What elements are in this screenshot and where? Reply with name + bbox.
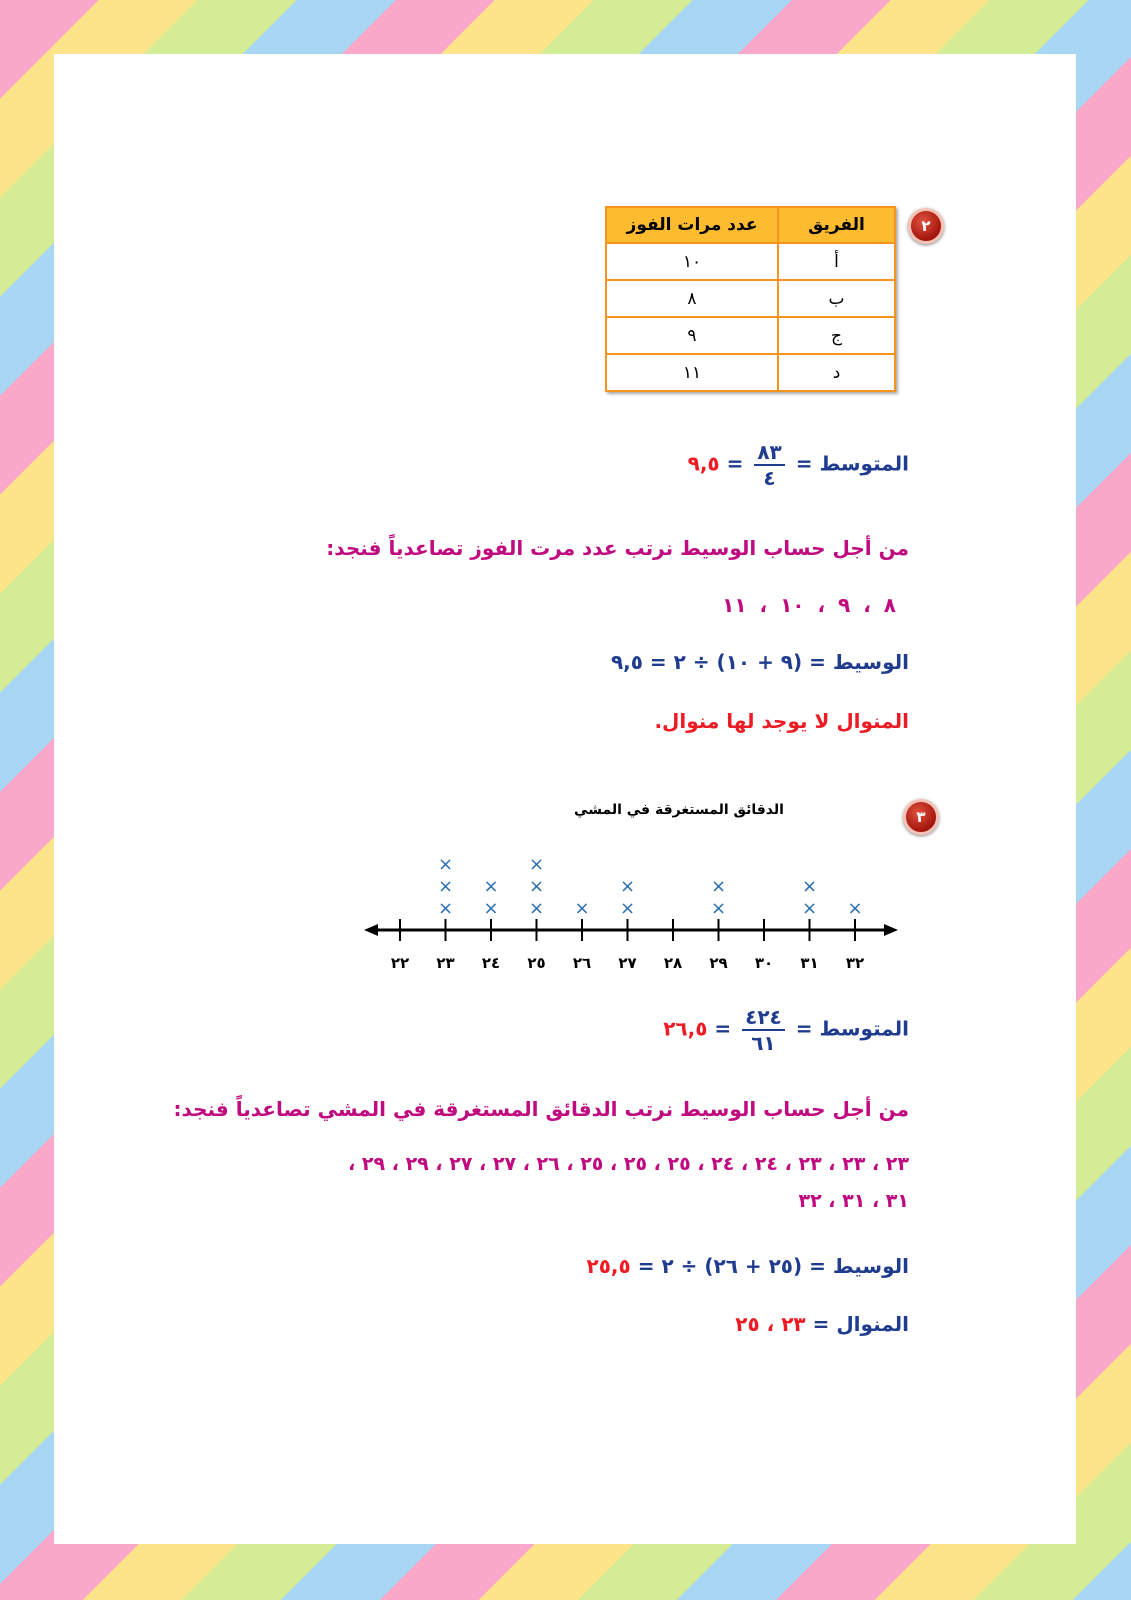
data-point-x: × [528, 876, 545, 897]
q3-sorted-values-line1: ٢٣ ، ٢٣ ، ٢٣ ، ٢٤ ، ٢٤ ، ٢٥ ، ٢٥ ، ٢٥ ، ٢٦ ، ٢٧ ، ٢٧ ، ٢٩ ، ٢٩ ، [348, 1153, 909, 1175]
q3-mean-denominator: ٦١ [751, 1031, 776, 1055]
tick-label: ٣٠ [754, 954, 774, 972]
q3-mean-fraction [742, 1005, 785, 1055]
q2-mean-line [688, 440, 909, 490]
q2-median-label: الوسيط = [809, 650, 909, 674]
q3-mean-equals: = [714, 1016, 732, 1041]
q3-mean-result: ٢٦,٥ [663, 1016, 708, 1041]
q3-median-result: ٢٥,٥ [586, 1254, 631, 1278]
q3-mean-label: المتوسط = [795, 1016, 909, 1041]
table-cell-team: ج [778, 317, 895, 354]
chart-title: الدقائق المستغرقة في المشي [574, 802, 784, 818]
data-point-x: × [801, 876, 818, 897]
q2-mean-numerator: ٨٣ [754, 440, 784, 466]
table-cell-wins: ٨ [606, 280, 778, 317]
data-point-x: × [437, 898, 454, 919]
q2-mode: المنوال لا يوجد لها منوال. [654, 709, 909, 733]
tick-label: ٢٥ [527, 954, 546, 972]
table-header-team: الفريق [778, 207, 895, 243]
table-row [606, 317, 895, 354]
tick-label: ٢٧ [618, 954, 637, 972]
table-row [606, 243, 895, 280]
data-point-x: × [437, 854, 454, 875]
q2-mean-denominator: ٤ [763, 466, 776, 490]
data-point-x: × [528, 898, 545, 919]
q2-mean-result: ٩,٥ [687, 451, 720, 476]
question-3-badge: ٣ [903, 799, 939, 835]
tick-label: ٣٢ [845, 954, 865, 972]
q3-sort-intro: من أجل حساب الوسيط نرتب الدقائق المستغرقة في المشي تصاعدياً فنجد: [173, 1097, 909, 1121]
q3-mean-numerator: ٤٢٤ [742, 1005, 785, 1031]
q3-median-line [587, 1254, 909, 1278]
q2-mean-fraction [754, 440, 784, 490]
data-point-x: × [619, 876, 636, 897]
q2-median-expression: (٩ + ١٠) ÷ ٢ = ٩,٥ [610, 650, 803, 674]
q2-mean-equals: = [726, 451, 744, 476]
q2-sorted-values: ٨ ، ٩ ، ١٠ ، ١١ [722, 593, 896, 617]
q3-sorted-values-line2: ٣١ ، ٣١ ، ٣٢ [798, 1190, 909, 1212]
data-point-x: × [574, 898, 590, 919]
q3-mode-label: المنوال = [812, 1312, 909, 1336]
table-header-wins: عدد مرات الفوز [606, 207, 778, 243]
tick-label: ٢٨ [663, 954, 683, 972]
q2-mean-label: المتوسط = [795, 451, 909, 476]
q3-median-label: الوسيط = [809, 1254, 909, 1278]
q3-median-expression: (٢٥ + ٢٦) ÷ ٢ = [637, 1254, 803, 1278]
table-row [606, 280, 895, 317]
data-point-x: × [528, 854, 545, 875]
data-point-x: × [483, 876, 499, 897]
data-point-x: × [619, 898, 636, 919]
tick-label: ٣١ [800, 954, 819, 972]
axis-arrow-left [364, 924, 378, 936]
table-cell-team: أ [778, 243, 895, 280]
table-cell-team: د [778, 354, 895, 391]
table-cell-wins: ١١ [606, 354, 778, 391]
table-cell-team: ب [778, 280, 895, 317]
q3-mean-line [663, 1005, 909, 1055]
q3-mode-result: ٢٣ ، ٢٥ [735, 1312, 806, 1336]
table-cell-wins: ١٠ [606, 243, 778, 280]
axis-arrow-right [884, 924, 898, 936]
tick-label: ٢٩ [709, 954, 728, 972]
data-point-x: × [710, 876, 727, 897]
tick-label: ٢٤ [481, 954, 501, 972]
data-point-x: × [483, 898, 499, 919]
table-row [606, 354, 895, 391]
data-point-x: × [437, 876, 454, 897]
data-point-x: × [710, 898, 727, 919]
question-2-badge: ٢ [908, 208, 944, 244]
tick-label: ٢٦ [572, 954, 592, 972]
table-cell-wins: ٩ [606, 317, 778, 354]
wins-table [605, 206, 896, 392]
data-point-x: × [847, 898, 863, 919]
tick-label: ٢٣ [436, 954, 455, 972]
tick-label: ٢٢ [390, 954, 410, 972]
worksheet-page [54, 54, 1076, 1544]
q2-sort-intro: من أجل حساب الوسيط نرتب عدد مرت الفوز تصاعدياً فنجد: [326, 536, 909, 560]
q3-mode-line [735, 1312, 909, 1336]
data-point-x: × [801, 898, 818, 919]
q2-median-line [611, 650, 909, 674]
line-plot-chart [354, 789, 914, 999]
